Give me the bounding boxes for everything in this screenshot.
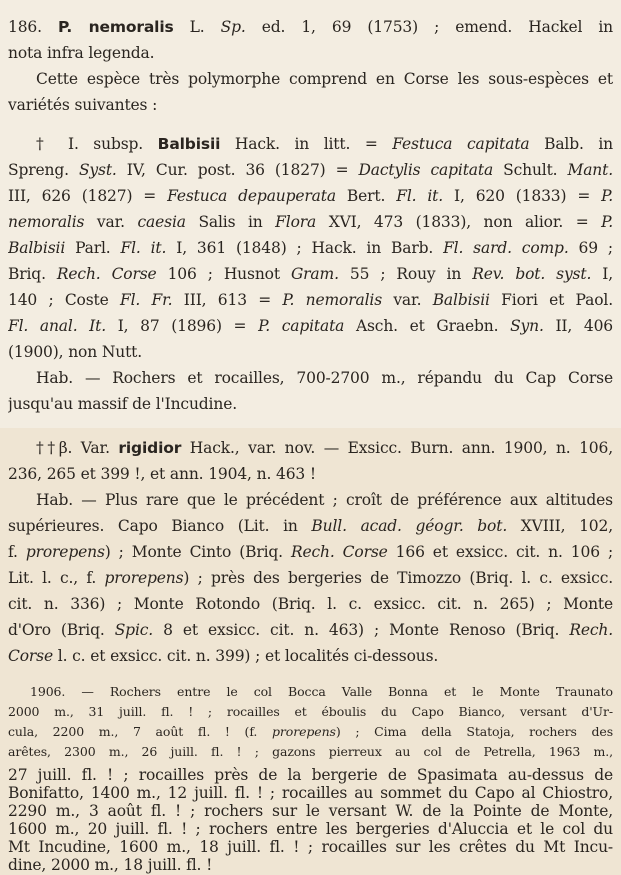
var-habitat-4: Lit. l. c., f. prorepens) ; près des bergeries de Timozzo (Briq. l. c. exsicc. [8, 569, 613, 587]
intro-line-1: Cette espèce très polymorphe comprend en Corse les sous-espèces et [36, 70, 613, 88]
obs-line-10: dine, 2000 m., 18 juill. fl. ! [8, 856, 213, 874]
intro-line-2: variétés suivantes : [8, 96, 158, 114]
var-habitat-3: f. prorepens) ; Monte Cinto (Briq. Rech. Corse 166 et exsicc. cit. n. 106 ; [8, 543, 613, 561]
obs-line-6: Bonifatto, 1400 m., 12 juill. fl. ! ; rocailles au sommet du Capo al Chiostro, [8, 784, 613, 802]
synonymy-line-6: Briq. Rech. Corse 106 ; Husnot Gram. 55 ; Rouy in Rev. bot. syst. I, [8, 265, 613, 283]
var-habitat-1: Hab. — Plus rare que le précédent ; croît de préférence aux altitudes [36, 491, 613, 509]
obs-line-8: 1600 m., 20 juill. fl. ! ; rochers entre les bergeries d'Aluccia et le col du [8, 820, 613, 838]
species-name: P. nemoralis [57, 18, 174, 36]
var-habitat-5: cit. n. 336) ; Monte Rotondo (Briq. l. c. exsicc. cit. n. 265) ; Monte [8, 595, 613, 613]
synonymy-line-3: III, 626 (1827) = Festuca depauperata Bert. Fl. it. I, 620 (1833) = P. [8, 187, 613, 205]
obs-line-7: 2290 m., 3 août fl. ! ; rochers sur le versant W. de la Pointe de Monte, [8, 802, 613, 820]
species-header: 186. P. nemoralis L. Sp. ed. 1, 69 (1753) ; emend. Hackel in [8, 18, 613, 36]
subsp-name: Balbisii [157, 135, 221, 153]
obs-line-3: cula, 2200 m., 7 août fl. ! (f. prorepens) ; Cima della Statoja, rochers des [8, 724, 613, 739]
var-name: rigidior [118, 439, 182, 457]
double-dagger-icon: †† [36, 439, 59, 457]
habitat-line-2: jusqu'au massif de l'Incudine. [8, 395, 237, 413]
synonymy-line-8: Fl. anal. It. I, 87 (1896) = P. capitata Asch. et Graebn. Syn. II, 406 [8, 317, 613, 335]
synonymy-line-4: nemoralis var. caesia Salis in Flora XVI, 473 (1833), non alior. = P. [8, 213, 613, 231]
dagger-icon: † [36, 135, 54, 153]
var-rigidior-title: ††β. Var. rigidior Hack., var. nov. — Exsicc. Burn. ann. 1900, n. 106, [36, 439, 613, 457]
synonymy-line-9: (1900), non Nutt. [8, 343, 142, 361]
habitat-line-1: Hab. — Rochers et rocailles, 700-2700 m., répandu du Cap Corse [36, 369, 613, 387]
obs-line-4: arêtes, 2300 m., 26 juill. fl. ! ; gazons pierreux au col de Petrella, 1963 m., [8, 744, 613, 759]
synonymy-line-5: Balbisii Parl. Fl. it. I, 361 (1848) ; Hack. in Barb. Fl. sard. comp. 69 ; [8, 239, 613, 257]
var-habitat-2: supérieures. Capo Bianco (Lit. in Bull. acad. géogr. bot. XVIII, 102, [8, 517, 613, 535]
species-header-cont: nota infra legenda. [8, 44, 155, 62]
synonymy-line-2: Spreng. Syst. IV, Cur. post. 36 (1827) = Dactylis capitata Schult. Mant. [8, 161, 613, 179]
var-habitat-7: Corse l. c. et exsicc. cit. n. 399) ; et localités ci-dessous. [8, 647, 439, 665]
obs-line-9: Mt Incudine, 1600 m., 18 juill. fl. ! ; rocailles sur les crêtes du Mt Incu- [8, 838, 613, 856]
obs-line-1: 1906. — Rochers entre le col Bocca Valle Bonna et le Monte Traunato [30, 684, 613, 699]
subsp-balbisii-title: † I. subsp. Balbisii Hack. in litt. = Festuca capitata Balb. in [36, 135, 613, 153]
obs-line-2: 2000 m., 31 juill. fl. ! ; rocailles et éboulis du Capo Bianco, versant d'Ur- [8, 704, 613, 719]
var-habitat-6: d'Oro (Briq. Spic. 8 et exsicc. cit. n. 463) ; Monte Renoso (Briq. Rech. [8, 621, 613, 639]
exsiccata-line: 236, 265 et 399 !, et ann. 1904, n. 463 ! [8, 465, 316, 483]
obs-line-5: 27 juill. fl. ! ; rocailles près de la bergerie de Spasimata au-dessus de [8, 766, 613, 784]
synonymy-line-7: 140 ; Coste Fl. Fr. III, 613 = P. nemoralis var. Balbisii Fiori et Paol. [8, 291, 613, 309]
